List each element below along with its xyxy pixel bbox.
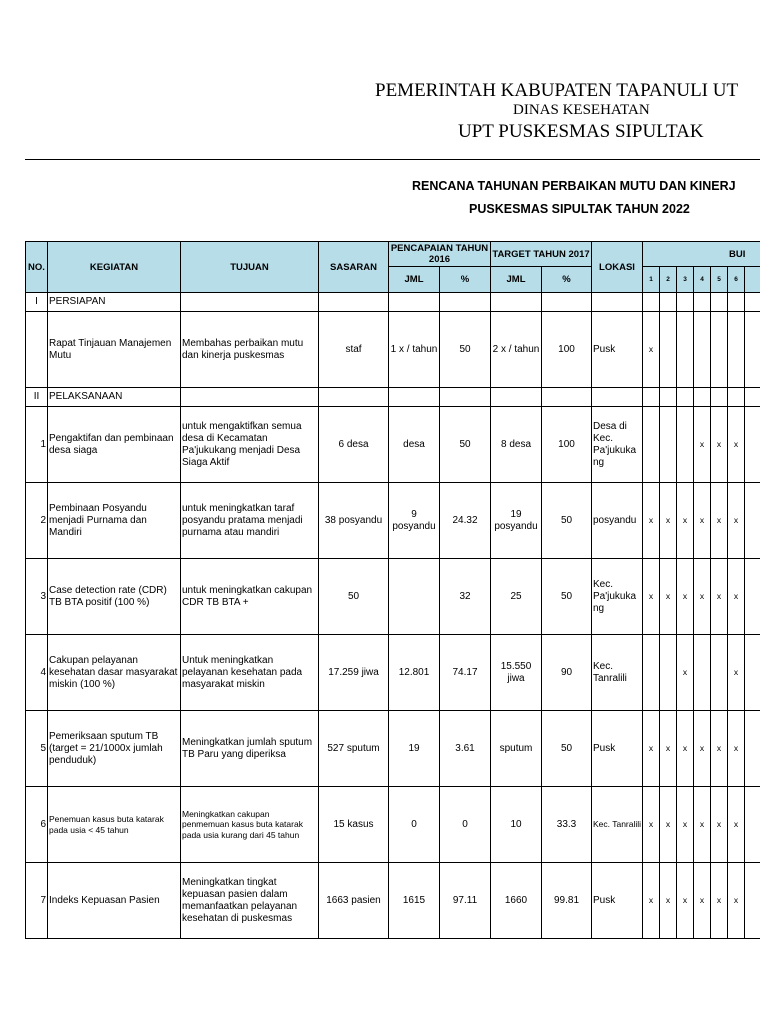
lokasi-cell: Kec. Tanralili — [592, 787, 643, 863]
month-5-mark: x — [711, 407, 728, 483]
month-3-mark: x — [677, 863, 694, 939]
pct-2017-cell: 50 — [542, 711, 592, 787]
month-6-mark: x — [728, 407, 745, 483]
kegiatan-cell: Rapat Tinjauan Manajemen Mutu — [48, 312, 181, 388]
month-3-mark — [677, 312, 694, 388]
kegiatan-cell: Penemuan kasus buta katarak pada usia < 45 tahun — [48, 787, 181, 863]
pct-2016-cell: 97.11 — [440, 863, 491, 939]
col-header-month-6: 6 — [728, 267, 745, 293]
lokasi-cell: Pusk — [592, 312, 643, 388]
jml-2016-cell: 1615 — [389, 863, 440, 939]
jml-2016-cell: 9 posyandu — [389, 483, 440, 559]
month-1-mark: x — [643, 559, 660, 635]
section-number: II — [26, 388, 48, 407]
col-header-month-3: 3 — [677, 267, 694, 293]
pct-2016-cell: 32 — [440, 559, 491, 635]
sasaran-cell: 6 desa — [319, 407, 389, 483]
month-3-mark: x — [677, 711, 694, 787]
table-row — [26, 559, 761, 635]
table-row — [26, 863, 761, 939]
sasaran-cell: 17.259 jiwa — [319, 635, 389, 711]
month-6-mark: x — [728, 483, 745, 559]
sasaran-cell: staf — [319, 312, 389, 388]
pct-2016-cell: 3.61 — [440, 711, 491, 787]
month-2-mark — [660, 312, 677, 388]
kegiatan-cell: Cakupan pelayanan kesehatan dasar masyarakat miskin (100 %) — [48, 635, 181, 711]
month-6-mark: x — [728, 711, 745, 787]
tujuan-cell: untuk meningkatkan cakupan CDR TB BTA + — [181, 559, 319, 635]
col-header-month-2: 2 — [660, 267, 677, 293]
kegiatan-cell: Pembinaan Posyandu menjadi Purnama dan Mandiri — [48, 483, 181, 559]
sasaran-cell: 15 kasus — [319, 787, 389, 863]
document-title: RENCANA TAHUNAN PERBAIKAN MUTU DAN KINERJ — [412, 179, 736, 193]
month-1-mark: x — [643, 863, 660, 939]
month-5-mark: x — [711, 863, 728, 939]
col-header-tujuan: TUJUAN — [181, 242, 319, 293]
tujuan-cell: Meningkatkan tingkat kepuasan pasien dalam memanfaatkan pelayanan kesehatan di puskesmas — [181, 863, 319, 939]
month-5-mark: x — [711, 559, 728, 635]
col-header-target: TARGET TAHUN 2017 — [491, 242, 592, 267]
col-header-jml-2017: JML — [491, 267, 542, 293]
col-header-lokasi: LOKASI — [592, 242, 643, 293]
month-1-mark: x — [643, 787, 660, 863]
month-1-mark: x — [643, 711, 660, 787]
col-header-sasaran: SASARAN — [319, 242, 389, 293]
month-6-mark: x — [728, 787, 745, 863]
col-header-month-extra — [745, 267, 761, 293]
lokasi-cell: Kec. Pa'jukuka ng — [592, 559, 643, 635]
jml-2016-cell: 19 — [389, 711, 440, 787]
month-5-mark — [711, 312, 728, 388]
sasaran-cell: 1663 pasien — [319, 863, 389, 939]
section-row-persiapan — [26, 293, 761, 312]
header-divider — [25, 159, 768, 160]
col-header-kegiatan: KEGIATAN — [48, 242, 181, 293]
col-header-bulan: BUI — [643, 242, 761, 267]
pct-2017-cell: 90 — [542, 635, 592, 711]
sasaran-cell: 50 — [319, 559, 389, 635]
pct-2017-cell: 33.3 — [542, 787, 592, 863]
month-1-mark: x — [643, 483, 660, 559]
jml-2016-cell: 1 x / tahun — [389, 312, 440, 388]
row-number: 3 — [26, 559, 48, 635]
plan-table — [25, 241, 761, 939]
month-4-mark: x — [694, 711, 711, 787]
page-edge — [760, 0, 768, 1024]
table-row — [26, 635, 761, 711]
month-5-mark — [711, 635, 728, 711]
jml-2017-cell: 1660 — [491, 863, 542, 939]
jml-2017-cell: 2 x / tahun — [491, 312, 542, 388]
lokasi-cell: Pusk — [592, 711, 643, 787]
jml-2016-cell — [389, 559, 440, 635]
month-extra-cell — [745, 407, 761, 483]
pct-2017-cell: 100 — [542, 312, 592, 388]
month-2-mark: x — [660, 559, 677, 635]
month-2-mark: x — [660, 787, 677, 863]
lokasi-cell: Desa di Kec. Pa'jukuka ng — [592, 407, 643, 483]
month-4-mark: x — [694, 483, 711, 559]
col-header-pct-2016: % — [440, 267, 491, 293]
tujuan-cell: untuk mengaktifkan semua desa di Kecamatan Pa'jukukang menjadi Desa Siaga Aktif — [181, 407, 319, 483]
month-2-mark: x — [660, 711, 677, 787]
section-label: PERSIAPAN — [48, 293, 181, 312]
month-1-mark — [643, 407, 660, 483]
month-6-mark: x — [728, 559, 745, 635]
pct-2016-cell: 0 — [440, 787, 491, 863]
row-number: 1 — [26, 407, 48, 483]
col-header-month-1: 1 — [643, 267, 660, 293]
document-subtitle: PUSKESMAS SIPULTAK TAHUN 2022 — [469, 202, 690, 216]
jml-2017-cell: 10 — [491, 787, 542, 863]
jml-2016-cell: 12.801 — [389, 635, 440, 711]
pct-2017-cell: 99.81 — [542, 863, 592, 939]
row-number: 4 — [26, 635, 48, 711]
row-number — [26, 312, 48, 388]
header-government: PEMERINTAH KABUPATEN TAPANULI UT — [375, 80, 739, 101]
month-3-mark: x — [677, 787, 694, 863]
row-number: 2 — [26, 483, 48, 559]
month-1-mark: x — [643, 312, 660, 388]
pct-2017-cell: 50 — [542, 483, 592, 559]
jml-2017-cell: 8 desa — [491, 407, 542, 483]
month-3-mark: x — [677, 559, 694, 635]
month-2-mark — [660, 407, 677, 483]
pct-2016-cell: 74.17 — [440, 635, 491, 711]
header-department: DINAS KESEHATAN — [513, 102, 650, 118]
lokasi-cell: Pusk — [592, 863, 643, 939]
month-5-mark: x — [711, 711, 728, 787]
tujuan-cell: Meningkatkan cakupan penmemuan kasus buta katarak pada usia kurang dari 45 tahun — [181, 787, 319, 863]
col-header-jml-2016: JML — [389, 267, 440, 293]
month-5-mark: x — [711, 483, 728, 559]
jml-2017-cell: sputum — [491, 711, 542, 787]
section-row-pelaksanaan — [26, 388, 761, 407]
month-extra-cell — [745, 559, 761, 635]
jml-2016-cell: 0 — [389, 787, 440, 863]
row-number: 6 — [26, 787, 48, 863]
pct-2016-cell: 24.32 — [440, 483, 491, 559]
month-extra-cell — [745, 483, 761, 559]
col-header-pct-2017: % — [542, 267, 592, 293]
month-extra-cell — [745, 787, 761, 863]
month-1-mark — [643, 635, 660, 711]
table-row — [26, 711, 761, 787]
col-header-month-5: 5 — [711, 267, 728, 293]
pct-2016-cell: 50 — [440, 312, 491, 388]
jml-2016-cell: desa — [389, 407, 440, 483]
sasaran-cell: 527 sputum — [319, 711, 389, 787]
row-number: 7 — [26, 863, 48, 939]
kegiatan-cell: Pengaktifan dan pembinaan desa siaga — [48, 407, 181, 483]
kegiatan-cell: Pemeriksaan sputum TB (target = 21/1000x jumlah penduduk) — [48, 711, 181, 787]
month-4-mark — [694, 312, 711, 388]
month-4-mark: x — [694, 863, 711, 939]
pct-2017-cell: 50 — [542, 559, 592, 635]
lokasi-cell: Kec. Tanralili — [592, 635, 643, 711]
col-header-no: NO. — [26, 242, 48, 293]
tujuan-cell: untuk meningkatkan taraf posyandu pratama menjadi purnama atau mandiri — [181, 483, 319, 559]
sasaran-cell: 38 posyandu — [319, 483, 389, 559]
row-number: 5 — [26, 711, 48, 787]
table-row — [26, 787, 761, 863]
month-2-mark — [660, 635, 677, 711]
table-row — [26, 483, 761, 559]
month-5-mark: x — [711, 787, 728, 863]
month-3-mark — [677, 407, 694, 483]
jml-2017-cell: 19 posyandu — [491, 483, 542, 559]
tujuan-cell: Untuk meningkatkan pelayanan kesehatan pada masyarakat miskin — [181, 635, 319, 711]
table-row — [26, 312, 761, 388]
jml-2017-cell: 15.550 jiwa — [491, 635, 542, 711]
jml-2017-cell: 25 — [491, 559, 542, 635]
tujuan-cell: Membahas perbaikan mutu dan kinerja puskesmas — [181, 312, 319, 388]
table-row — [26, 407, 761, 483]
month-extra-cell — [745, 711, 761, 787]
section-label: PELAKSANAAN — [48, 388, 181, 407]
month-6-mark: x — [728, 863, 745, 939]
month-3-mark: x — [677, 635, 694, 711]
month-2-mark: x — [660, 483, 677, 559]
header-unit: UPT PUSKESMAS SIPULTAK — [458, 121, 704, 142]
month-extra-cell — [745, 312, 761, 388]
pct-2017-cell: 100 — [542, 407, 592, 483]
month-4-mark: x — [694, 559, 711, 635]
tujuan-cell: Meningkatkan jumlah sputum TB Paru yang diperiksa — [181, 711, 319, 787]
col-header-pencapaian: PENCAPAIAN TAHUN 2016 — [389, 242, 491, 267]
kegiatan-cell: Indeks Kepuasan Pasien — [48, 863, 181, 939]
month-extra-cell — [745, 863, 761, 939]
month-4-mark — [694, 635, 711, 711]
month-6-mark — [728, 312, 745, 388]
month-6-mark: x — [728, 635, 745, 711]
month-2-mark: x — [660, 863, 677, 939]
month-3-mark: x — [677, 483, 694, 559]
section-number: I — [26, 293, 48, 312]
kegiatan-cell: Case detection rate (CDR) TB BTA positif (100 %) — [48, 559, 181, 635]
month-extra-cell — [745, 635, 761, 711]
col-header-month-4: 4 — [694, 267, 711, 293]
month-4-mark: x — [694, 407, 711, 483]
month-4-mark: x — [694, 787, 711, 863]
pct-2016-cell: 50 — [440, 407, 491, 483]
lokasi-cell: posyandu — [592, 483, 643, 559]
